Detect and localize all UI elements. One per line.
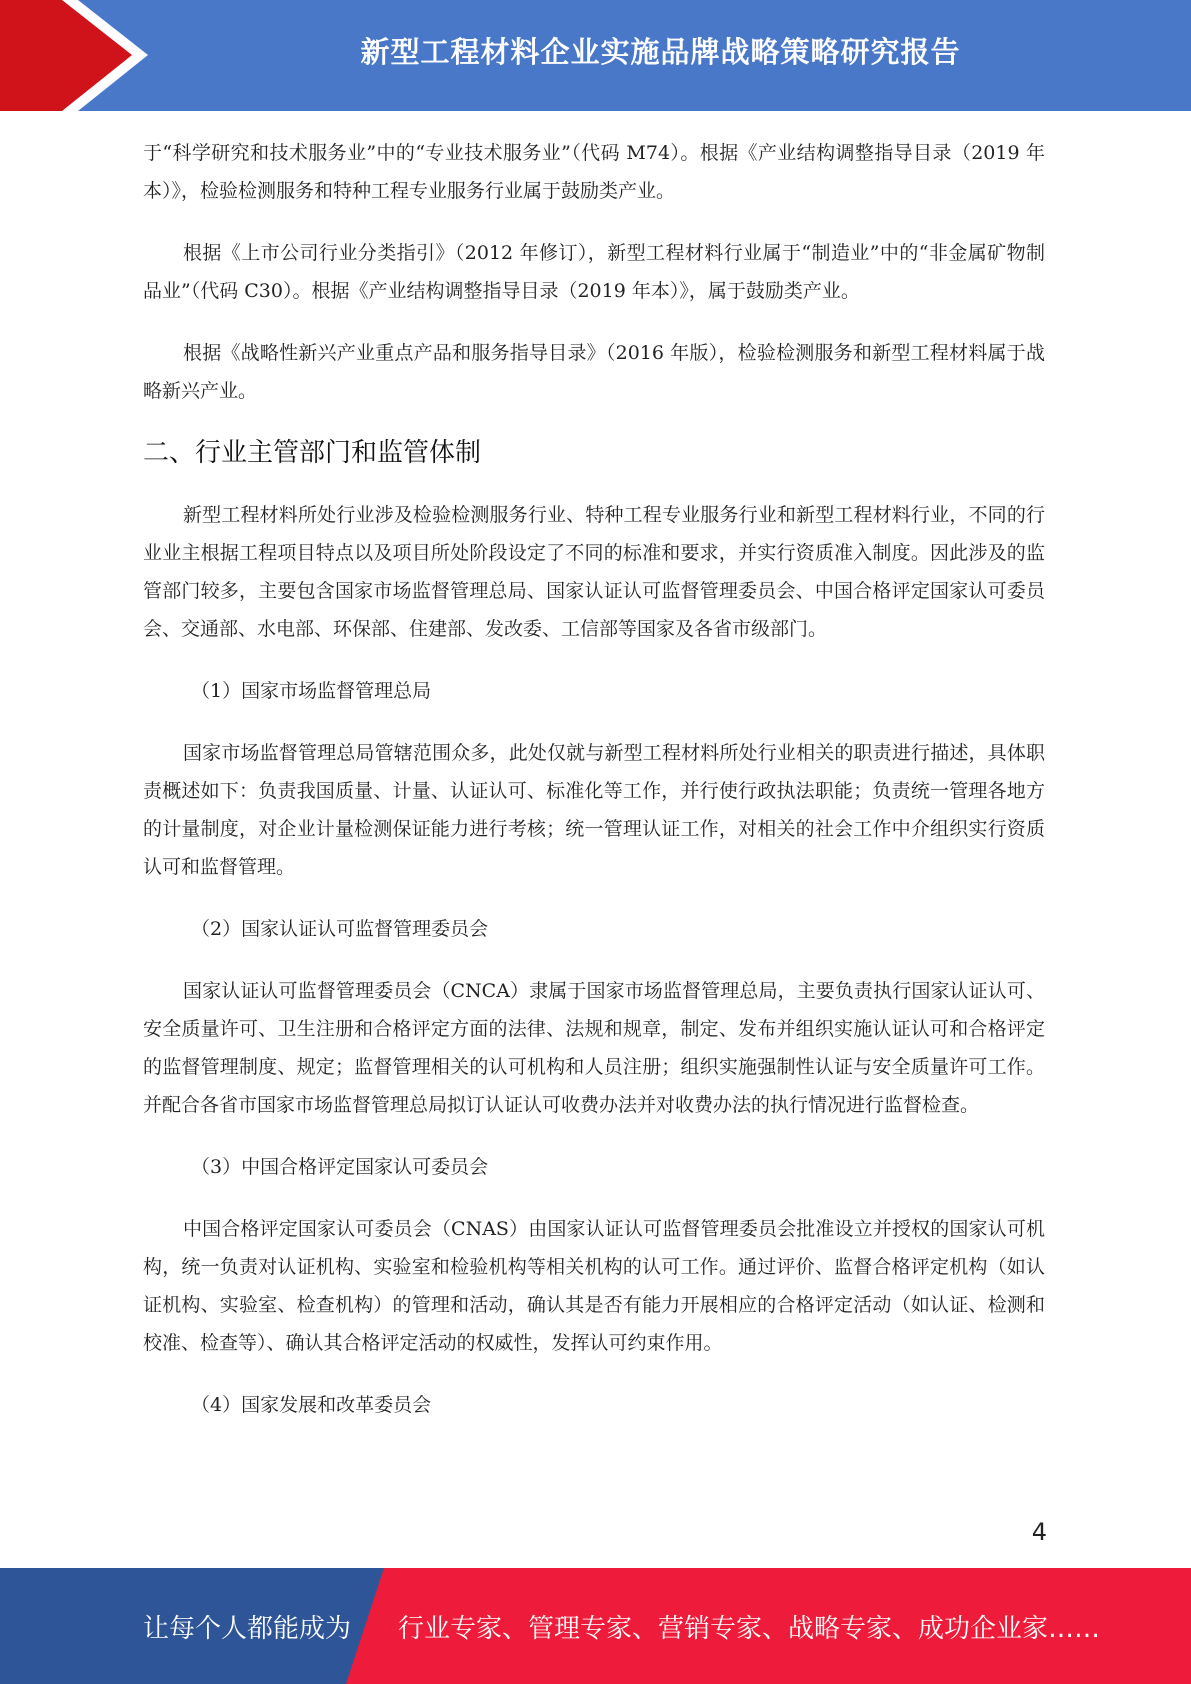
document-body [143,134,1045,1448]
section-heading: 二、行业主管部门和监管体制 [143,438,482,468]
subsection-heading: （1）国家市场监督管理总局 [191,680,432,702]
paragraph: 新型工程材料所处行业涉及检验检测服务行业、特种工程专业服务行业和新型工程材料行业，不同的行业业主根据工程项目特点以及项目所处阶段设定了不同的标准和要求，并实行资质准入制度。因此涉及的监管部门较多，主要包含国家市场监督管理总局、国家认证认可监督管理委员会、中国合格评定国家认可委员会、交通部、水电部、环保部、住建部、发改委、工信部等国家及各省市级部门。 [143,504,1045,640]
paragraph: 根据《战略性新兴产业重点产品和服务指导目录》（2016 年版），检验检测服务和新型工程材料属于战略新兴产业。 [143,342,1045,402]
paragraph: 中国合格评定国家认可委员会（CNAS）由国家认证认可监督管理委员会批准设立并授权的国家认可机构，统一负责对认证机构、实验室和检验机构等相关机构的认可工作。通过评价、监督合格评定机构（如认证机构、实验室、检查机构）的管理和活动，确认其是否有能力开展相应的合格评定活动（如认证、检测和校准、检查等）、确认其合格评定活动的权威性，发挥认可约束作用。 [143,1218,1045,1354]
page-number: 4 [1031,1518,1047,1546]
report-title: 新型工程材料企业实施品牌战略策略研究报告 [360,35,961,69]
paragraph: 国家认证认可监督管理委员会（CNCA）隶属于国家市场监督管理总局，主要负责执行国家认证认可、安全质量许可、卫生注册和合格评定方面的法律、法规和规章，制定、发布并组织实施认证认可和合格评定的监督管理制度、规定；监督管理相关的认可机构和人员注册；组织实施强制性认证与安全质量许可工作。并配合各省市国家市场监督管理总局拟订认证认可收费办法并对收费办法的执行情况进行监督检查。 [143,980,1045,1116]
page-footer [0,1568,1191,1684]
paragraph: 根据《上市公司行业分类指引》（2012 年修订），新型工程材料行业属于“制造业”中的“非金属矿物制品业”（代码 C30）。根据《产业结构调整指导目录（2019 年本）》，属于鼓励类产业。 [143,242,1045,302]
paragraph: 国家市场监督管理总局管辖范围众多，此处仅就与新型工程材料所处行业相关的职责进行描述，具体职责概述如下：负责我国质量、计量、认证认可、标准化等工作，并行使行政执法职能；负责统一管理各地方的计量制度，对企业计量检测保证能力进行考核；统一管理认证工作，对相关的社会工作中介组织实行资质认可和监督管理。 [143,742,1045,878]
subsection-heading: （4）国家发展和改革委员会 [191,1394,432,1416]
paragraph: 于“科学研究和技术服务业”中的“专业技术服务业”（代码 M74）。根据《产业结构调整指导目录（2019 年本）》，检验检测服务和特种工程专业服务行业属于鼓励类产业。 [143,142,1045,202]
subsection-heading: （2）国家认证认可监督管理委员会 [191,918,489,940]
footer-slogan-left: 让每个人都能成为 [143,1613,352,1644]
subsection-heading: （3）中国合格评定国家认可委员会 [191,1156,489,1178]
page-header [0,0,1191,111]
footer-slogan-right: 行业专家、管理专家、营销专家、战略专家、成功企业家…… [398,1613,1101,1644]
